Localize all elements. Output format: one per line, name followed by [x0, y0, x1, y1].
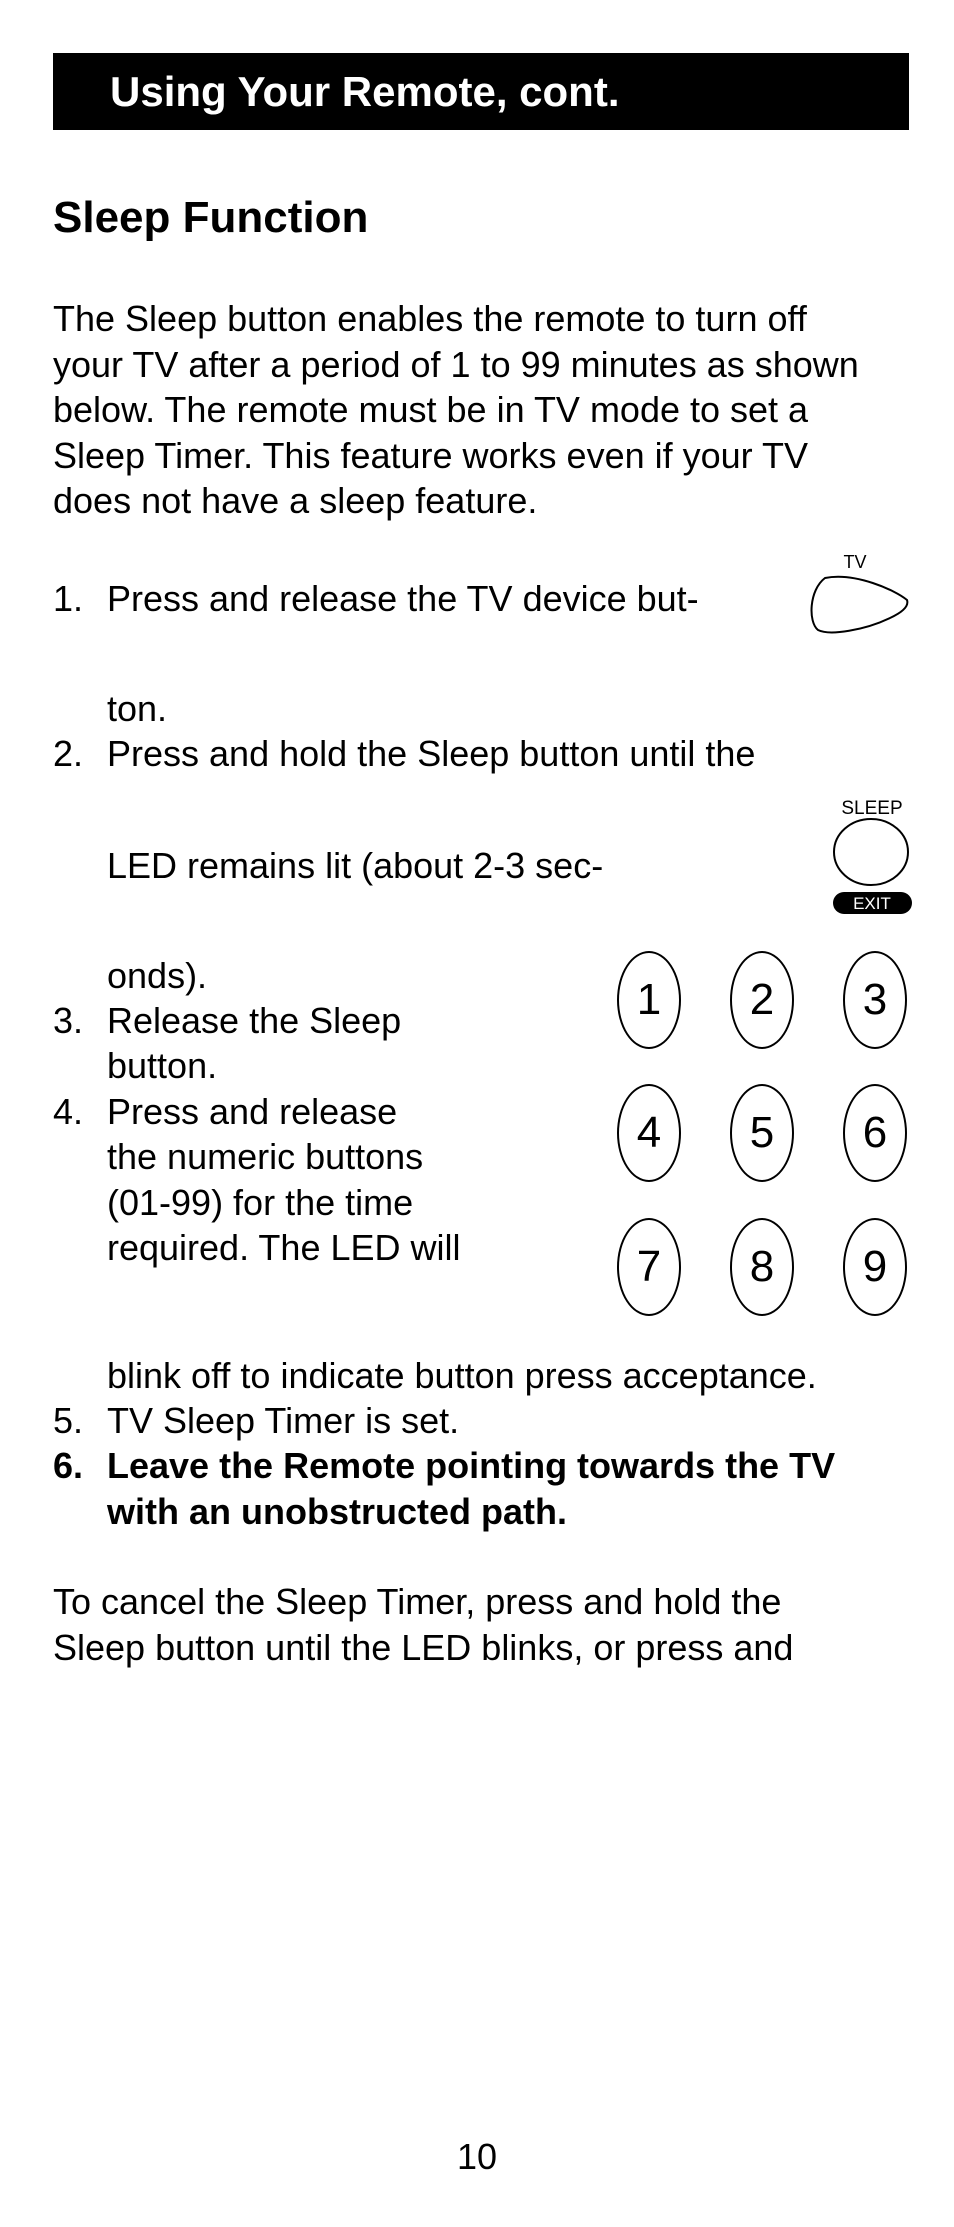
tv-icon-label: TV	[843, 552, 867, 572]
step-5-line: TV Sleep Timer is set.	[107, 1400, 460, 1441]
step-4-line: required. The LED will	[107, 1227, 461, 1268]
keypad-digit-2: 2	[730, 951, 794, 1049]
step-2-line: Press and hold the Sleep button until the	[107, 733, 756, 774]
intro-line: does not have a sleep feature.	[53, 480, 538, 521]
keypad-digit-4: 4	[617, 1084, 681, 1182]
step-3-line: button.	[107, 1045, 218, 1086]
intro-line: The Sleep button enables the remote to turn off	[53, 298, 807, 339]
step-4-number: 4.	[53, 1091, 84, 1132]
keypad-digit-6: 6	[843, 1084, 907, 1182]
cancel-line: Sleep button until the LED blinks, or press and	[53, 1626, 794, 1668]
step-1-line: Press and release the TV device but-	[107, 578, 699, 619]
step-2-line: onds).	[107, 955, 208, 996]
keypad-digit-9: 9	[843, 1218, 907, 1316]
step-1-line: ton.	[107, 688, 168, 729]
keypad-digit-5: 5	[730, 1084, 794, 1182]
step-5-number: 5.	[53, 1400, 84, 1441]
intro-paragraph	[53, 296, 859, 524]
intro-line: below. The remote must be in TV mode to set a	[53, 389, 809, 430]
exit-icon-label: EXIT	[853, 894, 891, 913]
keypad-digit-7: 7	[617, 1218, 681, 1316]
section-title: Sleep Function	[53, 193, 369, 242]
cancel-line: To cancel the Sleep Timer, press and hold the	[53, 1581, 782, 1622]
header-bar	[53, 53, 909, 130]
step-6-number: 6.	[53, 1445, 84, 1486]
tv-button-icon	[805, 550, 915, 642]
sleep-icon-label: SLEEP	[841, 798, 903, 819]
sleep-button-icon	[825, 796, 920, 916]
step-2-number: 2.	[53, 733, 84, 774]
step-4-line: (01-99) for the time	[107, 1182, 414, 1223]
intro-line: Sleep Timer. This feature works even if your TV	[53, 434, 808, 476]
step-6-line: Leave the Remote pointing towards the TV	[107, 1445, 836, 1486]
keypad-digit-1: 1	[617, 951, 681, 1049]
step-4-line: Press and release	[107, 1091, 398, 1132]
keypad-digit-3: 3	[843, 951, 907, 1049]
step-1-number: 1.	[53, 578, 84, 619]
step-2-line: LED remains lit (about 2-3 sec-	[107, 845, 604, 886]
step-4-line: blink off to indicate button press acceptance.	[107, 1355, 817, 1396]
keypad-digit-8: 8	[730, 1218, 794, 1316]
step-6-line: with an unobstructed path.	[107, 1491, 567, 1532]
intro-line: your TV after a period of 1 to 99 minutes as shown	[53, 343, 859, 385]
step-3-line: Release the Sleep	[107, 1000, 402, 1041]
page-header-title: Using Your Remote, cont.	[110, 68, 620, 115]
step-4-line: the numeric buttons	[107, 1136, 424, 1177]
step-3-number: 3.	[53, 1000, 84, 1041]
cancel-paragraph	[53, 1579, 793, 1670]
page-number: 10	[456, 2136, 498, 2177]
